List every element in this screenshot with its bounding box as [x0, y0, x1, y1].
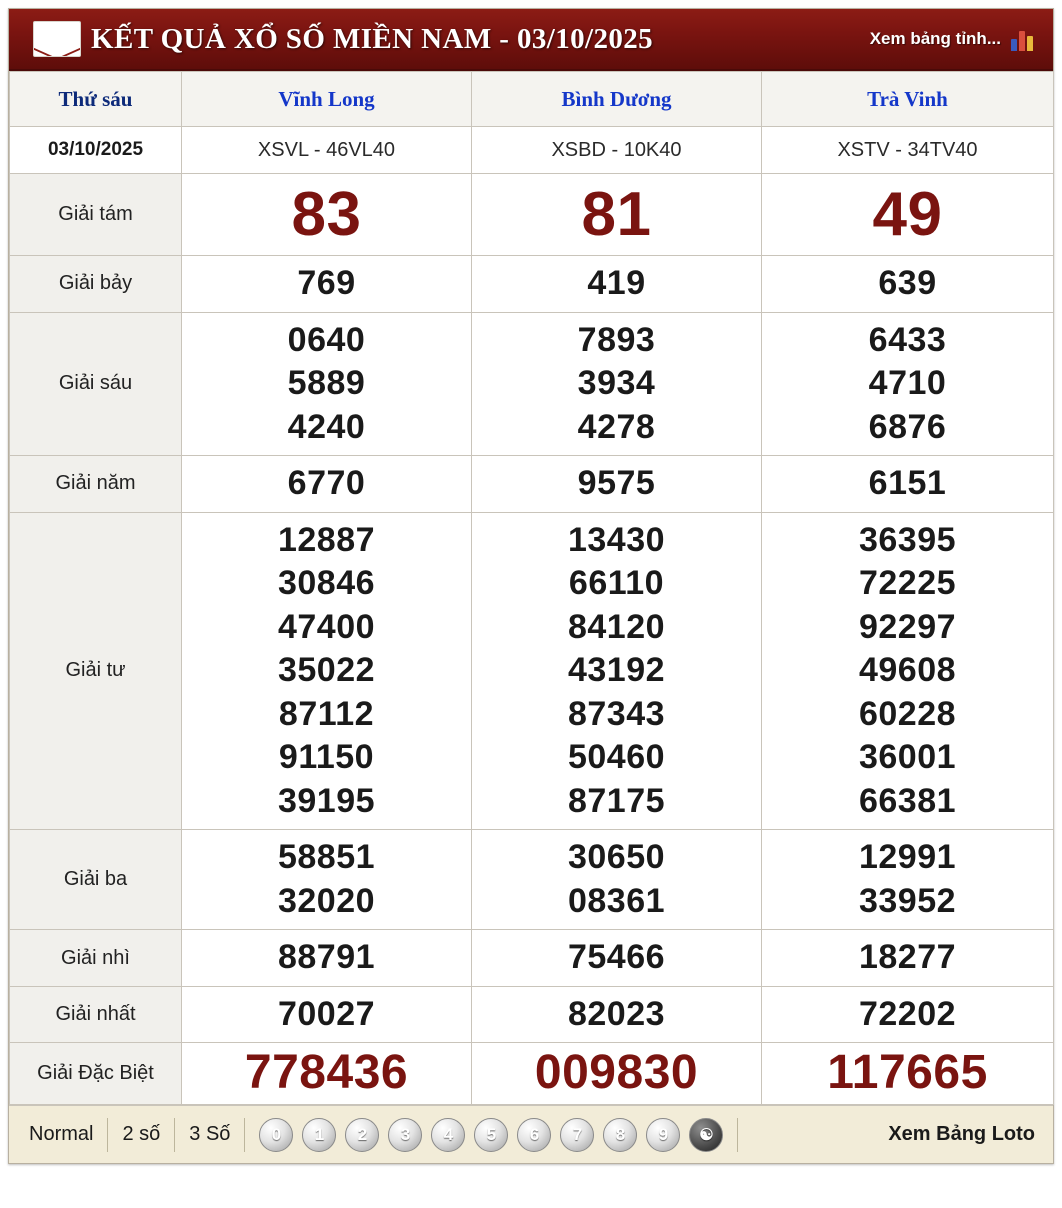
prize-label-3: Giải ba: [10, 830, 182, 930]
prize-number: 4240: [287, 407, 366, 446]
prize-6-col-0: [182, 312, 472, 456]
prize-3-col-1: [472, 830, 762, 930]
prize-6-col-1: [472, 312, 762, 456]
prize-label-4: Giải tư: [10, 512, 182, 830]
prize-number: 87175: [567, 781, 666, 820]
prize-number: 66381: [858, 781, 957, 820]
view-loto-table-link[interactable]: Xem Bảng Loto: [888, 1123, 1035, 1146]
table-row-prize-7: [10, 256, 1054, 313]
prize-special-col-0: [182, 1043, 472, 1105]
mode-normal-button[interactable]: Normal: [29, 1123, 94, 1146]
divider: [244, 1118, 245, 1152]
prize-number: 778436: [244, 1046, 409, 1100]
prize-number: 009830: [534, 1046, 699, 1100]
prize-1-col-2: [762, 986, 1054, 1043]
digit-ball-9[interactable]: 9: [646, 1118, 680, 1152]
prize-label-7: Giải bảy: [10, 256, 182, 313]
divider: [174, 1118, 175, 1152]
prize-number: 12991: [858, 838, 957, 877]
table-row-prize-8: [10, 174, 1054, 256]
prize-number: 6770: [287, 464, 366, 503]
weekday-label: Thứ sáu: [10, 72, 182, 127]
prize-8-col-1: [472, 174, 762, 256]
prize-8-col-0: [182, 174, 472, 256]
prize-4-col-1: [472, 512, 762, 830]
prize-special-col-1: [472, 1043, 762, 1105]
prize-number: 49: [872, 180, 943, 249]
prize-number: 91150: [278, 738, 375, 777]
prize-number: 39195: [277, 781, 376, 820]
prize-number: 30846: [277, 564, 376, 603]
table-row-prize-special: [10, 1043, 1054, 1105]
results-table: [9, 71, 1054, 1105]
ticket-code-2: XSTV - 34TV40: [762, 127, 1054, 174]
prize-number: 82023: [567, 994, 666, 1033]
prize-number: 32020: [277, 881, 376, 920]
three-digit-button[interactable]: 3 Số: [189, 1123, 231, 1146]
table-row-prize-5: [10, 456, 1054, 513]
table-row-prize-1: [10, 986, 1054, 1043]
province-header-0[interactable]: Vĩnh Long: [182, 72, 472, 127]
prize-8-col-2: [762, 174, 1054, 256]
prize-number: 83: [291, 180, 362, 249]
page-title: KẾT QUẢ XỔ SỐ MIỀN NAM - 03/10/2025: [91, 22, 654, 55]
prize-number: 35022: [277, 651, 376, 690]
prize-number: 30650: [567, 838, 666, 877]
yin-yang-icon[interactable]: ☯: [689, 1118, 723, 1152]
prize-2-col-2: [762, 930, 1054, 987]
prize-number: 18277: [858, 938, 957, 977]
ticket-code-row: [10, 127, 1054, 174]
divider: [107, 1118, 108, 1152]
digit-ball-5[interactable]: 5: [474, 1118, 508, 1152]
prize-number: 49608: [858, 651, 957, 690]
prize-number: 72225: [858, 564, 957, 603]
prize-label-1: Giải nhất: [10, 986, 182, 1043]
prize-number: 87343: [567, 694, 666, 733]
prize-2-col-1: [472, 930, 762, 987]
table-header-row: [10, 72, 1054, 127]
prize-number: 419: [587, 264, 646, 303]
digit-ball-3[interactable]: 3: [388, 1118, 422, 1152]
table-row-prize-3: [10, 830, 1054, 930]
prize-number: 5889: [287, 364, 366, 403]
prize-number: 639: [878, 264, 937, 303]
draw-date: 03/10/2025: [10, 127, 182, 174]
digit-ball-2[interactable]: 2: [345, 1118, 379, 1152]
prize-label-6: Giải sáu: [10, 312, 182, 456]
prize-number: 84120: [567, 607, 666, 646]
prize-6-col-2: [762, 312, 1054, 456]
prize-number: 6433: [868, 320, 947, 359]
table-row-prize-2: [10, 930, 1054, 987]
digit-ball-0[interactable]: 0: [259, 1118, 293, 1152]
prize-number: 43192: [567, 651, 666, 690]
view-province-table-link[interactable]: Xem bảng tỉnh...: [869, 29, 1001, 48]
prize-5-col-2: [762, 456, 1054, 513]
prize-5-col-0: [182, 456, 472, 513]
prize-special-col-2: [762, 1043, 1054, 1105]
table-row-prize-4: [10, 512, 1054, 830]
digit-filter-group: [247, 1118, 735, 1152]
prize-number: 0640: [287, 320, 366, 359]
prize-1-col-0: [182, 986, 472, 1043]
footer-toolbar: [9, 1105, 1053, 1163]
digit-ball-4[interactable]: 4: [431, 1118, 465, 1152]
prize-number: 70027: [277, 994, 376, 1033]
prize-number: 72202: [858, 994, 957, 1033]
prize-4-col-0: [182, 512, 472, 830]
ticket-code-1: XSBD - 10K40: [472, 127, 762, 174]
lottery-results-board: [8, 8, 1054, 1164]
prize-number: 13430: [567, 520, 666, 559]
bar-chart-icon[interactable]: [1011, 27, 1037, 51]
prize-5-col-1: [472, 456, 762, 513]
province-header-1[interactable]: Bình Dương: [472, 72, 762, 127]
prize-label-2: Giải nhì: [10, 930, 182, 987]
prize-number: 36001: [858, 738, 957, 777]
prize-number: 50460: [567, 738, 666, 777]
prize-number: 3934: [577, 364, 656, 403]
digit-ball-7[interactable]: 7: [560, 1118, 594, 1152]
digit-ball-6[interactable]: 6: [517, 1118, 551, 1152]
prize-1-col-1: [472, 986, 762, 1043]
prize-number: 4278: [577, 407, 656, 446]
province-header-2[interactable]: Trà Vinh: [762, 72, 1054, 127]
prize-label-special: Giải Đặc Biệt: [10, 1043, 182, 1105]
prize-2-col-0: [182, 930, 472, 987]
prize-label-5: Giải năm: [10, 456, 182, 513]
prize-number: 58851: [277, 838, 376, 877]
prize-7-col-1: [472, 256, 762, 313]
prize-3-col-2: [762, 830, 1054, 930]
digit-ball-1[interactable]: 1: [302, 1118, 336, 1152]
prize-number: 117665: [827, 1046, 988, 1100]
prize-label-8: Giải tám: [10, 174, 182, 256]
prize-number: 92297: [858, 607, 957, 646]
prize-number: 9575: [577, 464, 656, 503]
prize-number: 769: [297, 264, 356, 303]
prize-number: 88791: [277, 938, 376, 977]
prize-number: 87112: [278, 694, 375, 733]
prize-number: 36395: [858, 520, 957, 559]
prize-4-col-2: [762, 512, 1054, 830]
header-actions: [870, 27, 1043, 51]
board-header: [9, 9, 1053, 71]
prize-number: 81: [581, 180, 652, 249]
mail-icon: [33, 21, 81, 57]
table-row-prize-6: [10, 312, 1054, 456]
prize-7-col-0: [182, 256, 472, 313]
ticket-code-0: XSVL - 46VL40: [182, 127, 472, 174]
prize-7-col-2: [762, 256, 1054, 313]
prize-number: 60228: [858, 694, 957, 733]
prize-3-col-0: [182, 830, 472, 930]
prize-number: 7893: [577, 320, 656, 359]
divider: [737, 1118, 738, 1152]
prize-number: 4710: [868, 364, 947, 403]
prize-number: 6151: [868, 464, 947, 503]
digit-ball-8[interactable]: 8: [603, 1118, 637, 1152]
prize-number: 6876: [868, 407, 947, 446]
prize-number: 47400: [277, 607, 376, 646]
prize-number: 33952: [858, 881, 957, 920]
prize-number: 12887: [277, 520, 376, 559]
prize-number: 66110: [568, 564, 665, 603]
prize-number: 08361: [567, 881, 666, 920]
two-digit-button[interactable]: 2 số: [122, 1123, 161, 1146]
prize-number: 75466: [567, 938, 666, 977]
